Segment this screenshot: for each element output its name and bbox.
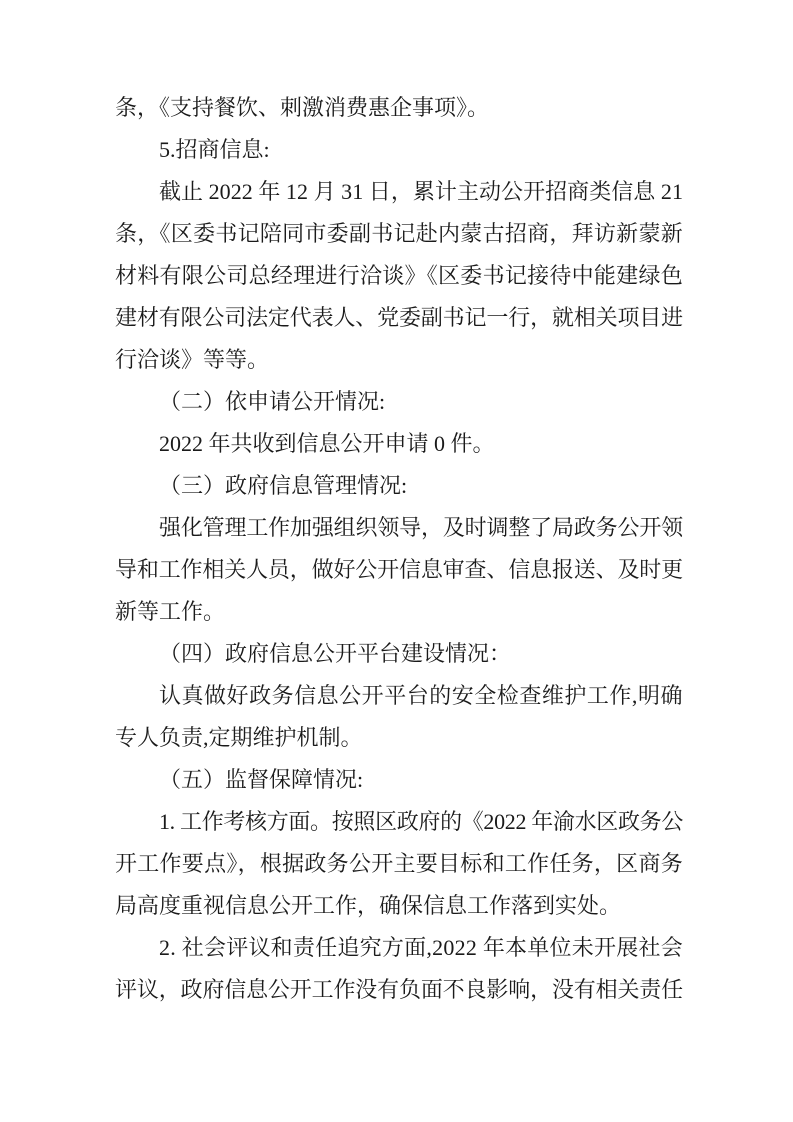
text-line: [115, 129, 683, 171]
text-line: [115, 927, 683, 969]
text-line: [115, 801, 683, 843]
text-line-content: 评议，政府信息公开工作没有负面不良影响，没有相关责任: [115, 977, 683, 1002]
text-line-content: 专人负责,定期维护机制。: [115, 725, 363, 750]
text-line: [115, 213, 683, 255]
text-line-content: 认真做好政务信息公开平台的安全检查维护工作,明确: [159, 683, 683, 708]
text-line: [115, 297, 683, 339]
text-line: [115, 843, 683, 885]
text-line-content: 新等工作。: [115, 599, 226, 624]
text-line-content: 行洽谈》等等。: [115, 347, 270, 372]
text-line: [115, 171, 683, 213]
text-line: [115, 885, 683, 927]
text-line-content: （三）政府信息管理情况:: [159, 473, 408, 498]
text-line: [115, 423, 683, 465]
text-line-content: 建材有限公司法定代表人、党委副书记一行，就相关项目进: [115, 305, 683, 330]
text-line: [115, 255, 683, 297]
text-line-content: 2. 社会评议和责任追究方面,2022 年本单位未开展社会: [159, 935, 683, 960]
text-line-content: 1. 工作考核方面。按照区政府的《2022 年渝水区政务公: [159, 809, 683, 834]
text-line-content: 开工作要点》，根据政务公开主要目标和工作任务，区商务: [115, 851, 683, 876]
text-line: [115, 591, 683, 633]
text-line: [115, 675, 683, 717]
text-line: [115, 717, 683, 759]
text-line-content: 强化管理工作加强组织领导，及时调整了局政务公开领: [159, 515, 683, 540]
text-line: [115, 339, 683, 381]
text-line: [115, 969, 683, 1011]
text-line: [115, 759, 683, 801]
text-line-content: 5.招商信息:: [159, 137, 270, 162]
text-line: [115, 381, 683, 423]
document-text-block: [115, 87, 683, 1011]
text-line-content: 条，《支持餐饮、刺激消费惠企事项》。: [115, 95, 490, 120]
text-line-content: （二）依申请公开情况:: [159, 389, 386, 414]
text-line: [115, 507, 683, 549]
text-line-content: 截止 2022 年 12 月 31 日，累计主动公开招商类信息 21: [159, 179, 683, 204]
text-line-content: 材料有限公司总经理进行洽谈》《区委书记接待中能建绿色: [115, 263, 683, 288]
text-line-content: 2022 年共收到信息公开申请 0 件。: [159, 431, 495, 456]
text-line-content: （五）监督保障情况:: [159, 767, 364, 792]
text-line: [115, 87, 683, 129]
text-line: [115, 549, 683, 591]
text-line-content: 条，《区委书记陪同市委副书记赴内蒙古招商，拜访新蒙新: [115, 221, 683, 246]
text-line-content: （四）政府信息公开平台建设情况：: [159, 641, 512, 666]
text-line: [115, 633, 683, 675]
text-line: [115, 465, 683, 507]
text-line-content: 局高度重视信息公开工作，确保信息工作落到实处。: [115, 893, 622, 918]
text-line-content: 导和工作相关人员，做好公开信息审查、信息报送、及时更: [115, 557, 683, 582]
